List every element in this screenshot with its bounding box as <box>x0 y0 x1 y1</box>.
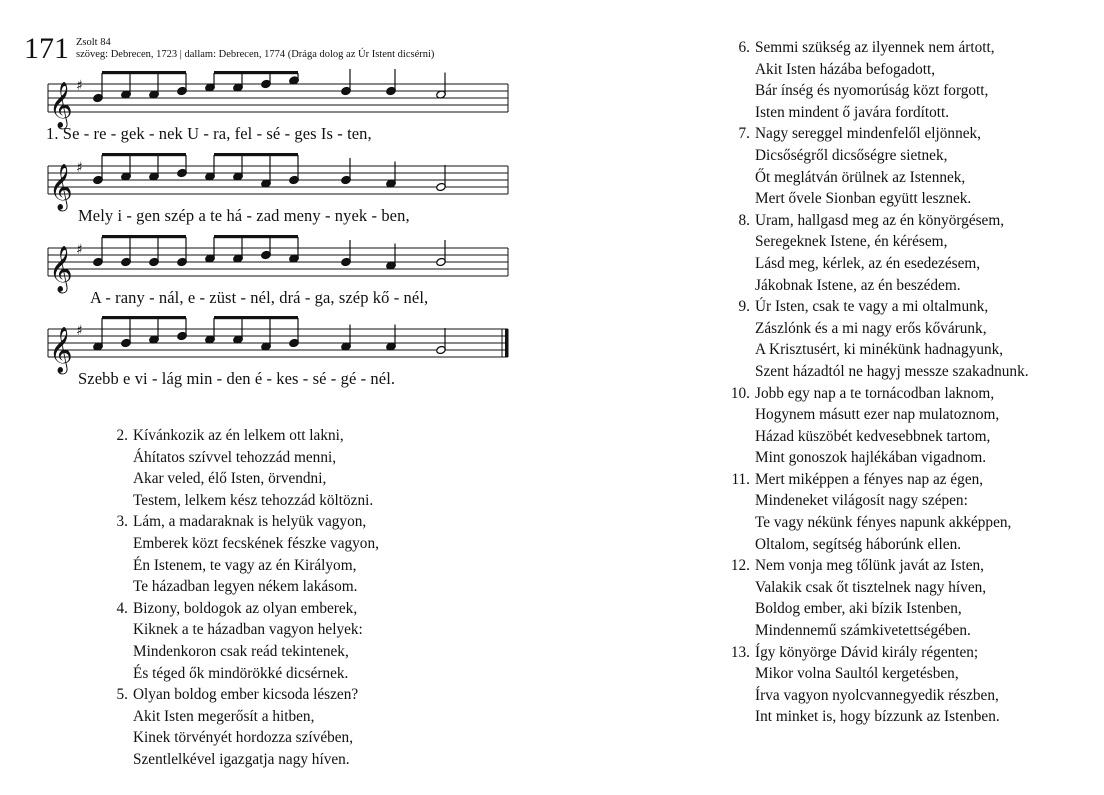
stanza-number: 7. <box>738 125 750 143</box>
music-staff <box>46 158 516 210</box>
staff-system-1 <box>46 76 516 152</box>
lyric-line-3: A - rany - nál, e - züst - nél, drá - ga, szép kő - nél, <box>90 288 429 307</box>
stanza-number: 6. <box>738 39 750 56</box>
stanza-number <box>724 577 755 599</box>
note-beam <box>102 235 186 238</box>
stanza-number <box>724 145 755 167</box>
stanza-number: 5. <box>116 686 128 704</box>
stanza-line <box>724 469 1029 491</box>
stanza-text: Én Istenem, te vagy az én Királyom, <box>133 556 357 574</box>
stanza-number <box>108 727 133 749</box>
stanza-number <box>724 339 755 361</box>
stanza-line <box>724 706 1029 728</box>
stanza-line <box>724 123 1029 145</box>
stanza-number <box>724 663 755 685</box>
stanza-line <box>724 555 1029 577</box>
stanza-line <box>724 80 1029 102</box>
stanza-line <box>108 555 379 577</box>
stanza-number <box>724 167 755 189</box>
music-staff <box>46 240 516 292</box>
stanza-line <box>724 426 1029 448</box>
stanza-number <box>724 706 755 728</box>
stanza-line <box>724 318 1029 340</box>
sharp-sign-icon: ♯ <box>76 160 83 176</box>
stanza-number <box>724 512 755 534</box>
stanza-number <box>108 663 133 685</box>
stanza-text: És téged ők mindörökké dicsérnek. <box>133 664 349 682</box>
stanza-number <box>108 533 133 555</box>
stanza-text: Valakik csak őt tisztelnek nagy híven, <box>755 578 987 596</box>
stanza-text: Seregeknek Istene, én kérésem, <box>755 233 948 251</box>
stanza-text: Testem, lelkem kész tehozzád költözni. <box>133 491 374 509</box>
stanza-line <box>724 383 1029 405</box>
note-beam <box>102 71 186 74</box>
stanza-number <box>724 534 755 556</box>
stanza-line <box>724 534 1029 556</box>
stanza-number <box>724 426 755 448</box>
treble-clef-icon: 𝄞 <box>49 82 73 128</box>
stanza-text: Oltalom, segítség háborúnk ellen. <box>755 535 962 553</box>
stanza-line <box>724 663 1029 685</box>
stanza-number <box>724 80 755 102</box>
stanza-text: Kiknek a te házadban vagyon helyek: <box>133 621 363 639</box>
stanza-line <box>724 577 1029 599</box>
stanza-line <box>724 167 1029 189</box>
stanza-line <box>724 642 1029 664</box>
stanza-text: Uram, hallgasd meg az én könyörgésem, <box>755 211 1005 229</box>
stanza-number <box>724 598 755 620</box>
stanza <box>108 511 379 597</box>
stanza <box>724 555 1029 641</box>
stanza-number <box>108 641 133 663</box>
stanza <box>108 598 379 684</box>
stanza-line <box>108 706 379 728</box>
stanza-number: 2. <box>116 427 128 444</box>
stanza-number <box>108 576 133 598</box>
stanza-text: Semmi szükség az ilyennek nem ártott, <box>755 39 995 56</box>
stanza-text: Akar veled, élő Isten, örvendni, <box>133 470 327 488</box>
stanza <box>724 210 1029 296</box>
stanza-number <box>724 685 755 707</box>
staff-system-3 <box>46 240 516 316</box>
stanza-text: Te házadban legyen nékem lakásom. <box>133 578 358 596</box>
stanza-number <box>724 361 755 383</box>
stanza-line <box>724 685 1029 707</box>
stanza-text: Lásd meg, kérlek, az én esedezésem, <box>755 254 981 272</box>
stanza-number: 8. <box>738 211 750 229</box>
stanza-line <box>724 296 1029 318</box>
stanza <box>724 642 1029 728</box>
staff-system-2 <box>46 158 516 234</box>
stanza-text: Áhítatos szívvel tehozzád menni, <box>133 448 337 466</box>
hymn-number: 171 <box>24 32 69 65</box>
stanza-line <box>108 511 379 533</box>
right-stanzas <box>724 37 1029 728</box>
stanza-number <box>108 468 133 490</box>
note-beam <box>102 153 186 156</box>
stanza-text: Akit Isten megerősít a hitben, <box>133 707 315 725</box>
stanza-text: Boldog ember, aki bízik Istenben, <box>755 600 962 618</box>
stanza-text: Dicsőségről dicsőségre sietnek, <box>755 146 948 164</box>
stanza-text: Mint gonoszok hajlékában vigadnom. <box>755 449 987 467</box>
stanza-number <box>108 749 133 771</box>
stanza-line <box>724 145 1029 167</box>
stanza-number <box>724 447 755 469</box>
stanza-number: 12. <box>730 557 750 575</box>
stanza-number <box>724 59 755 81</box>
note-beam <box>102 316 186 319</box>
stanza-line <box>108 619 379 641</box>
stanza <box>724 296 1029 382</box>
left-stanzas <box>108 425 379 771</box>
note-beam <box>214 153 298 156</box>
stanza-text: Nem vonja meg tőlünk javát az Isten, <box>755 557 984 575</box>
note-beam <box>214 235 298 238</box>
stanza-text: Úr Isten, csak te vagy a mi oltalmunk, <box>755 298 989 316</box>
note-beam <box>214 316 298 319</box>
stanza-number <box>724 490 755 512</box>
stanza-line <box>724 361 1029 383</box>
stanza-text: Mert ővele Sionban együtt lesznek. <box>755 190 972 208</box>
stanza-number <box>724 102 755 124</box>
stanza-text: Akit Isten házába befogadott, <box>755 60 936 78</box>
stanza-number <box>724 318 755 340</box>
stanza-number <box>724 188 755 210</box>
stanza-number <box>108 447 133 469</box>
music-staff <box>46 76 516 128</box>
stanza-text: Mikor volna Saultól kergetésben, <box>755 665 959 683</box>
stanza-line <box>108 425 379 447</box>
stanza-line <box>724 620 1029 642</box>
stanza-text: Hogynem másutt ezer nap mulatoznom, <box>755 406 1000 424</box>
stanza-line <box>724 59 1029 81</box>
treble-clef-icon: 𝄞 <box>49 327 73 373</box>
stanza-number: 9. <box>738 298 750 316</box>
stanza-number: 3. <box>116 513 128 531</box>
stanza-text: Írva vagyon nyolcvannegyedik részben, <box>755 686 999 704</box>
stanza <box>108 425 379 511</box>
stanza-line <box>724 339 1029 361</box>
lyric-line-1: 1. Se - re - gek - nek U - ra, fel - sé - ges Is - ten, <box>46 124 372 143</box>
stanza <box>108 684 379 770</box>
stanza-line <box>724 253 1029 275</box>
stanza-number <box>724 275 755 297</box>
stanza-line <box>108 749 379 771</box>
stanza-number: 4. <box>116 599 128 617</box>
stanza-number <box>108 706 133 728</box>
stanza-line <box>724 231 1029 253</box>
stanza-number <box>724 253 755 275</box>
stanza-text: Te vagy nékünk fényes napunk akképpen, <box>755 514 1012 532</box>
stanza-line <box>724 490 1029 512</box>
stanza-number <box>724 231 755 253</box>
stanza-line <box>108 641 379 663</box>
stanza-line <box>108 447 379 469</box>
staff-system-4 <box>46 321 516 397</box>
sharp-sign-icon: ♯ <box>76 323 83 339</box>
stanza-line <box>108 468 379 490</box>
final-bar-thick <box>505 329 509 357</box>
stanza-line <box>724 404 1029 426</box>
stanza-line <box>724 275 1029 297</box>
stanza-text: Isten mindent ő javára fordított. <box>755 103 950 121</box>
stanza <box>724 383 1029 469</box>
stanza-text: Mindeneket világosít nagy szépen: <box>755 492 968 510</box>
stanza-text: Kinek törvényét hordozza szívében, <box>133 729 354 747</box>
stanza-number: 13. <box>730 643 750 661</box>
stanza-line <box>724 598 1029 620</box>
stanza-line <box>108 727 379 749</box>
stanza-text: Házad küszöbét kedvesebbnek tartom, <box>755 427 991 445</box>
stanza-line <box>108 598 379 620</box>
stanza-line <box>724 37 1029 59</box>
hymn-header-info <box>76 37 434 61</box>
stanza-number <box>108 490 133 512</box>
stanza-text: Jákobnak Istene, az én beszédem. <box>755 276 961 294</box>
stanza-text: Bár ínség és nyomorúság közt forgott, <box>755 82 989 100</box>
stanza-text: Kívánkozik az én lelkem ott lakni, <box>133 427 344 444</box>
psalm-reference: Zsolt 84 <box>76 37 111 48</box>
stanza-number <box>108 619 133 641</box>
stanza-line <box>724 512 1029 534</box>
stanza-text: Mindennemű számkivetettségében. <box>755 622 971 640</box>
stanza-text: Így könyörge Dávid király régenten; <box>755 643 979 661</box>
stanza-text: Mert miképpen a fényes nap az égen, <box>755 470 984 488</box>
stanza-line <box>108 533 379 555</box>
sharp-sign-icon: ♯ <box>76 78 83 94</box>
stanza-text: Olyan boldog ember kicsoda lészen? <box>133 686 359 704</box>
stanza-text: Zászlónk és a mi nagy erős kővárunk, <box>755 319 987 337</box>
stanza-number: 11. <box>731 470 750 488</box>
stanza-text: Szent házadtól ne hagyj messze szakadnunk. <box>755 362 1029 380</box>
stanza-number <box>724 620 755 642</box>
sharp-sign-icon: ♯ <box>76 242 83 258</box>
stanza-line <box>108 490 379 512</box>
stanza-line <box>724 447 1029 469</box>
stanza-number <box>108 555 133 577</box>
stanza-line <box>724 210 1029 232</box>
lyric-line-4: Szebb e vi - lág min - den é - kes - sé - gé - nél. <box>78 369 396 388</box>
stanza-text: Szentlelkével igazgatja nagy híven. <box>133 750 350 768</box>
stanza-text: Int minket is, hogy bízzunk az Istenben. <box>755 708 1000 726</box>
music-staff <box>46 321 516 373</box>
lyric-line-2: Mely i - gen szép a te há - zad meny - nyek - ben, <box>78 206 410 225</box>
stanza-line <box>724 102 1029 124</box>
stanza-text: A Krisztusért, ki minékünk hadnagyunk, <box>755 341 1004 359</box>
stanza-text: Emberek közt fecskének fészke vagyon, <box>133 534 379 552</box>
stanza-text: Mindenkoron csak reád tekintenek, <box>133 642 349 660</box>
stanza-number: 10. <box>730 384 750 402</box>
stanza-line <box>108 684 379 706</box>
note-beam <box>214 71 298 74</box>
stanza <box>724 123 1029 209</box>
stanza-text: Bizony, boldogok az olyan emberek, <box>133 599 358 617</box>
stanza-line <box>108 663 379 685</box>
stanza-text: Lám, a madaraknak is helyük vagyon, <box>133 513 367 531</box>
stanza <box>724 37 1029 123</box>
stanza-text: Őt meglátván örülnek az Istennek, <box>755 168 966 186</box>
stanza-text: Jobb egy nap a te tornácodban laknom, <box>755 384 995 402</box>
stanza <box>724 469 1029 555</box>
treble-clef-icon: 𝄞 <box>49 164 73 210</box>
stanza-line <box>108 576 379 598</box>
stanza-text: Nagy sereggel mindenfelől eljönnek, <box>755 125 981 143</box>
hymn-credits: szöveg: Debrecen, 1723 | dallam: Debrecen, 1774 (Drága dolog az Úr Istent dicsérni) <box>76 49 435 60</box>
treble-clef-icon: 𝄞 <box>49 246 73 292</box>
stanza-number <box>724 404 755 426</box>
stanza-line <box>724 188 1029 210</box>
